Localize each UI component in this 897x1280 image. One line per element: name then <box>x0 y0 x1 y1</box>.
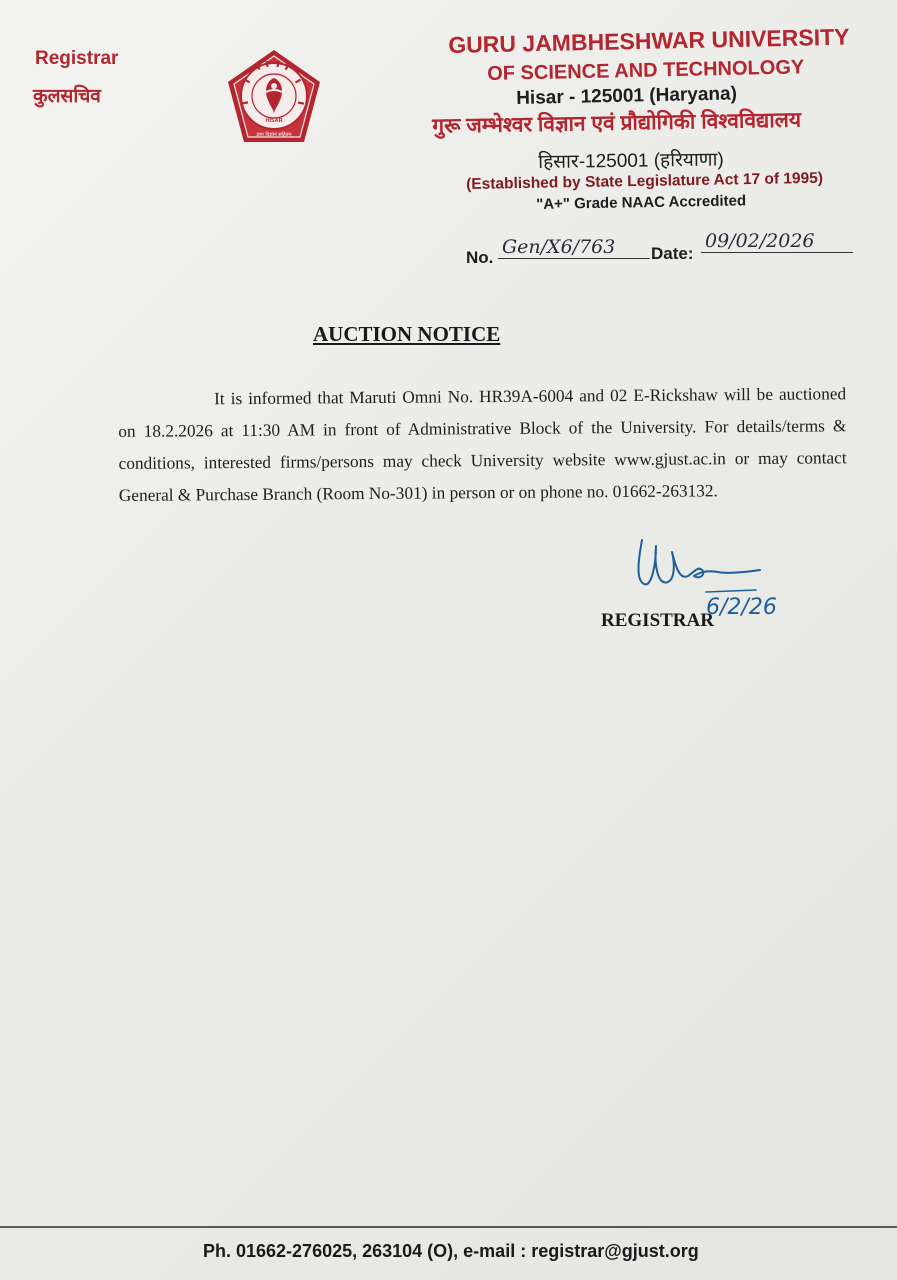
university-address-english: Hisar - 125001 (Haryana) <box>516 83 738 109</box>
date-label: Date: <box>651 244 694 263</box>
svg-text:HISAR: HISAR <box>265 118 283 124</box>
notice-title: AUCTION NOTICE <box>313 322 501 346</box>
reference-number-value: Gen/X6/763 <box>498 236 650 259</box>
office-title-english: Registrar <box>35 48 119 69</box>
university-name-hindi: गुरू जम्भेश्वर विज्ञान एवं प्रौद्योगिकी विश्वविद्यालय <box>432 108 802 138</box>
accreditation-line: "A+" Grade NAAC Accredited <box>536 192 747 213</box>
seal-icon <box>222 48 326 146</box>
office-title-hindi: कुलसचिव <box>33 86 101 107</box>
notice-body: It is informed that Maruti Omni No. HR39A-6004 and 02 E-Rickshaw will be auctioned on 18.2.2026 at 11:30 AM in front of Administrative Block of the University. For details/terms & conditions, interested firms/persons may check University website www.gjust.ac.in or may contact General & Purchase Branch (Room No-301) in person or on phone no. 01662-263132. <box>118 384 847 505</box>
date-value: 09/02/2026 <box>701 230 853 253</box>
footer-contact: Ph. 01662-276025, 263104 (O), e-mail : registrar@gjust.org <box>203 1241 699 1261</box>
reference-number-label: No. <box>466 248 494 267</box>
university-name-line2: OF SCIENCE AND TECHNOLOGY <box>487 56 805 85</box>
university-seal-logo <box>222 48 326 146</box>
footer-divider <box>0 1226 897 1228</box>
establishment-line: (Established by State Legislature Act 17 of 1995) <box>466 169 824 193</box>
university-address-hindi: हिसार-125001 (हरियाणा) <box>538 149 724 173</box>
university-name-line1: GURU JAMBHESHWAR UNIVERSITY <box>448 23 850 58</box>
registrar-designation: REGISTRAR <box>601 610 714 631</box>
svg-text:ज्ञान विज्ञान सहितम्: ज्ञान विज्ञान सहितम् <box>256 132 292 138</box>
svg-text:6/2/26: 6/2/26 <box>706 595 777 620</box>
